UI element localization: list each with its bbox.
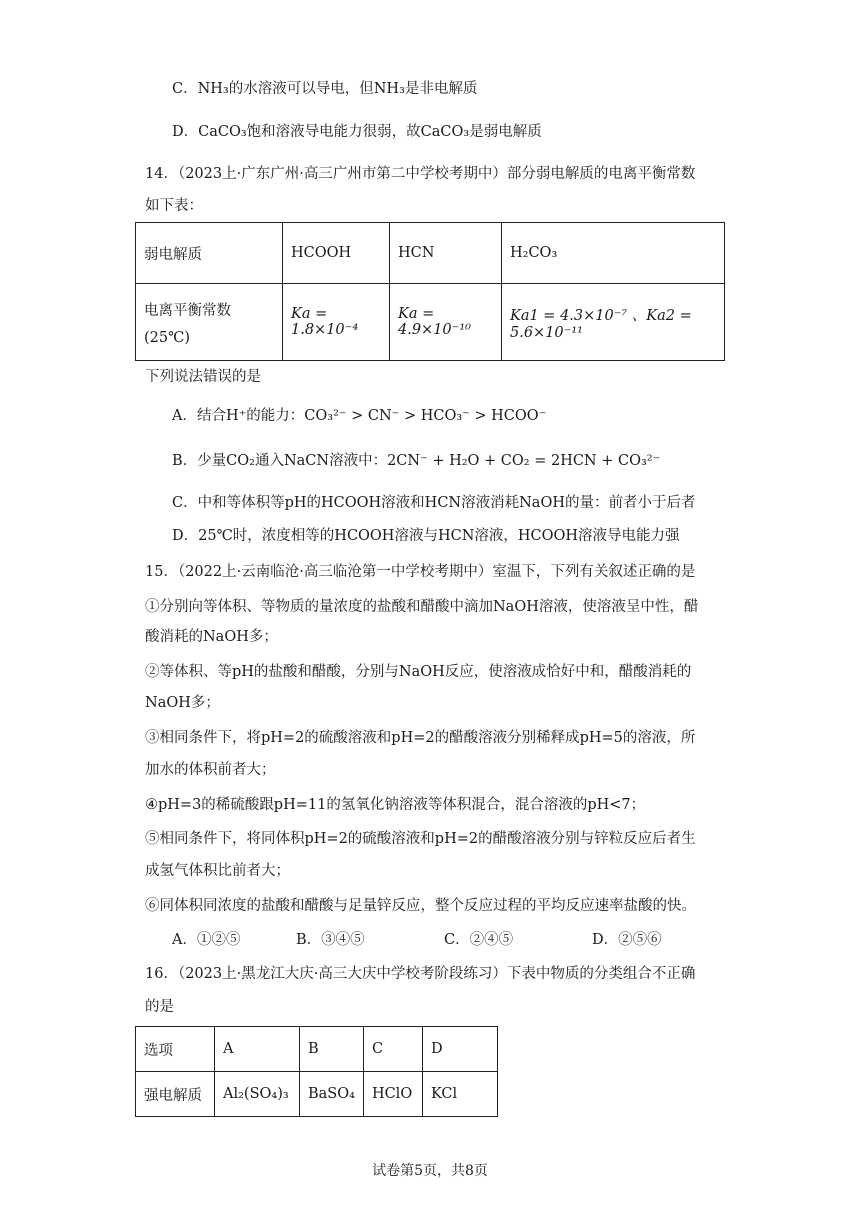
table-header-cell: D xyxy=(422,1027,497,1072)
q16-stem: 16．（2023上·黑龙江大庆·高三大庆中学校考阶段练习）下表中物质的分类组合不正确 xyxy=(145,966,696,982)
q15-choices xyxy=(0,930,860,950)
q15-statement-5-cont: 成氢气体积比前者大； xyxy=(145,863,290,879)
table-cell: KCl xyxy=(422,1072,497,1117)
hcn-ka-cell: Ka = 4.9×10⁻¹⁰ xyxy=(390,284,502,361)
q15-choice-c: C．②④⑤ xyxy=(444,932,514,948)
table-header-cell: A xyxy=(215,1027,300,1072)
q15-statement-3: ③相同条件下，将pH=2的硫酸溶液和pH=2的醋酸溶液分别稀释成pH=5的溶液，所 xyxy=(145,730,696,746)
q16-stem-cont: 的是 xyxy=(145,999,174,1015)
q15-statement-2-cont: NaOH多； xyxy=(145,695,220,711)
table-row xyxy=(136,1027,498,1072)
q14-stem-cont: 如下表： xyxy=(145,198,203,214)
table-cell: HClO xyxy=(363,1072,422,1117)
q14-stem: 14．（2023上·广东广州·高三广州市第二中学校考期中）部分弱电解质的电离平衡常数 xyxy=(145,166,696,182)
table-row xyxy=(136,223,725,284)
q14-constants-table xyxy=(135,222,725,361)
q15-choice-d: D．②⑤⑥ xyxy=(592,932,662,948)
hcooh-ka-cell: Ka = 1.8×10⁻⁴ xyxy=(283,284,390,361)
q15-statement-6: ⑥同体积同浓度的盐酸和醋酸与足量锌反应，整个反应过程的平均反应速率盐酸的快。 xyxy=(145,898,696,914)
q16-classification-table xyxy=(135,1026,498,1117)
q15-statement-5: ⑤相同条件下，将同体积pH=2的硫酸溶液和pH=2的醋酸溶液分别与锌粒反应后者生 xyxy=(145,831,696,847)
table-header-cell: HCN xyxy=(390,223,502,284)
q15-statement-3-cont: 加水的体积前者大； xyxy=(145,762,276,778)
table-header-cell: H₂CO₃ xyxy=(502,223,725,284)
q14-option-a: A．结合H⁺的能力：CO₃²⁻ > CN⁻ > HCO₃⁻ > HCOO⁻ xyxy=(172,408,547,424)
table-header-cell: 弱电解质 xyxy=(136,223,283,284)
table-cell: Al₂(SO₄)₃ xyxy=(215,1072,300,1117)
q14-option-c: C．中和等体积等pH的HCOOH溶液和HCN溶液消耗NaOH的量：前者小于后者 xyxy=(172,495,696,511)
table-cell: 强电解质 xyxy=(136,1072,215,1117)
q13-option-c: C．NH₃的水溶液可以导电，但NH₃是非电解质 xyxy=(172,81,478,97)
table-header-cell: C xyxy=(363,1027,422,1072)
h2co3-ka-cell: Ka1 = 4.3×10⁻⁷ 、Ka2 = 5.6×10⁻¹¹ xyxy=(502,284,725,361)
q15-statement-1-cont: 酸消耗的NaOH多； xyxy=(145,629,278,645)
table-header-cell: B xyxy=(300,1027,364,1072)
q13-option-d: D．CaCO₃饱和溶液导电能力很弱，故CaCO₃是弱电解质 xyxy=(172,124,542,140)
q14-prompt: 下列说法错误的是 xyxy=(145,369,261,385)
table-header-cell: HCOOH xyxy=(283,223,390,284)
q15-statement-4: ④pH=3的稀硫酸跟pH=11的氢氧化钠溶液等体积混合，混合溶液的pH<7； xyxy=(145,797,646,813)
page-footer: 试卷第5页，共8页 xyxy=(372,1163,488,1179)
row-label-line1: 电离平衡常数 xyxy=(144,302,231,319)
q14-option-b: B．少量CO₂通入NaCN溶液中：2CN⁻ + H₂O + CO₂ = 2HCN + CO₃²⁻ xyxy=(172,453,661,469)
table-row-label xyxy=(136,284,283,361)
table-row xyxy=(136,284,725,361)
row-label-line2: (25℃) xyxy=(144,329,190,346)
table-row xyxy=(136,1072,498,1117)
q15-statement-2: ②等体积、等pH的盐酸和醋酸，分别与NaOH反应，使溶液成恰好中和，醋酸消耗的 xyxy=(145,664,692,680)
table-cell: BaSO₄ xyxy=(300,1072,364,1117)
q14-option-d: D．25℃时，浓度相等的HCOOH溶液与HCN溶液，HCOOH溶液导电能力强 xyxy=(172,528,680,544)
q15-choice-a: A．①②⑤ xyxy=(172,932,241,948)
q15-statement-1: ①分别向等体积、等物质的量浓度的盐酸和醋酸中滴加NaOH溶液，使溶液呈中性，醋 xyxy=(145,599,699,615)
table-header-cell: 选项 xyxy=(136,1027,215,1072)
q15-stem: 15．（2022上·云南临沧·高三临沧第一中学校考期中）室温下，下列有关叙述正确的是 xyxy=(145,564,696,580)
q15-choice-b: B．③④⑤ xyxy=(296,932,365,948)
